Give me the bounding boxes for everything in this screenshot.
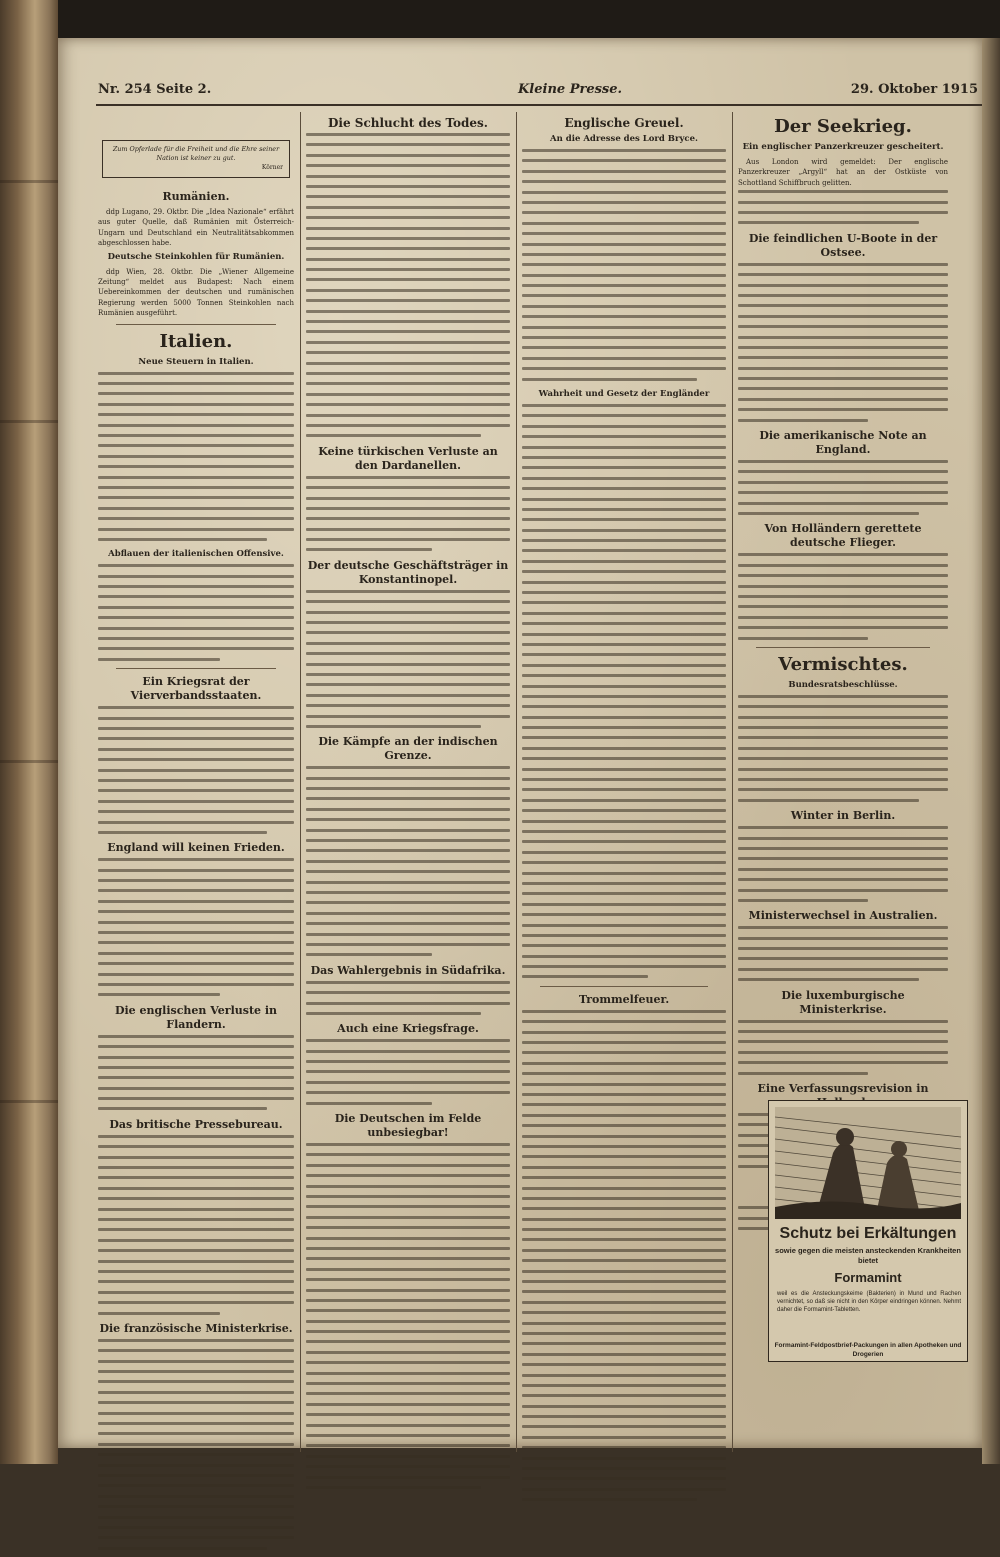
article-body (738, 263, 948, 422)
ad-illustration (775, 1107, 961, 1219)
article-body (306, 590, 510, 728)
article-body (306, 133, 510, 437)
column-2 (306, 110, 510, 1496)
article-body (738, 190, 948, 224)
article-body (98, 706, 294, 834)
masthead (98, 82, 978, 102)
newspaper-page (58, 38, 982, 1448)
divider (540, 986, 708, 987)
subheading: Deutsche Steinkohlen für Rumänien. (107, 251, 285, 262)
subheading: An die Adresse des Lord Bryce. (550, 134, 698, 144)
heading-ministerkrise: Die französische Ministerkrise. (99, 1321, 293, 1335)
article-body (522, 1010, 726, 1501)
subheading: Ein englischer Panzerkreuzer gescheitert. (742, 142, 944, 152)
heading-kriegsfrage: Auch eine Kriegsfrage. (337, 1022, 479, 1036)
article-body (98, 372, 294, 541)
article-body (306, 1039, 510, 1104)
heading-schlucht: Die Schlucht des Todes. (328, 116, 488, 130)
heading-winter: Winter in Berlin. (790, 809, 896, 823)
column-4 (738, 110, 948, 1238)
advertisement-formamint (768, 1100, 968, 1362)
article-body (738, 926, 948, 981)
column-rule (732, 112, 733, 1452)
column-rule (300, 112, 301, 1452)
heading-seekrieg: Der Seekrieg. (774, 116, 912, 137)
article-body (738, 460, 948, 515)
article-body (306, 766, 510, 956)
heading-kriegsrat: Ein Kriegsrat der Vierverbandsstaaten. (130, 675, 262, 703)
article-body (98, 1339, 294, 1550)
article-body (98, 858, 294, 996)
heading-presse: Das britische Pressebureau. (109, 1117, 283, 1131)
quote-box (102, 140, 290, 178)
heading-geschaeftstraeger: Der deutsche Geschäftsträger in Konstantinopel. (307, 558, 509, 586)
divider (756, 647, 930, 648)
heading-flieger: Von Holländern gerettete deutsche Flieger. (764, 522, 922, 550)
ad-body: weil es die Ansteckungskeime (Bakterien) in Mund und Rachen vernichtet, so daß sie nicht in den Körper eindringen können. Nehmt daher die Formamint-Tabletten. (777, 1291, 961, 1313)
paragraph: Aus London wird gemeldet: Der englische Panzerkreuzer „Argyll“ hat an der Ostküste von Schottland Schiffbruch gelitten. (738, 158, 948, 187)
heading-greuel: Englische Greuel. (564, 116, 684, 130)
article-body (98, 564, 294, 661)
quote-text: Zum Opferlade für die Freiheit und die Ehre seiner Nation ist keiner zu gut. (112, 145, 280, 162)
subheading: Bundesratsbeschlüsse. (788, 679, 898, 690)
ad-footer: Formamint-Feldpostbrief-Packungen in allen Apotheken und Drogerien (774, 1342, 962, 1358)
heading-uboote: Die feindlichen U-Boote in der Ostsee. (748, 231, 938, 259)
article-body (522, 404, 726, 978)
issue-number: Nr. 254 Seite 2. (98, 82, 212, 97)
heading-italien: Italien. (159, 330, 233, 352)
heading-indien: Die Kämpfe an der indischen Grenze. (318, 735, 498, 763)
divider (116, 668, 276, 669)
subheading: Wahrheit und Gesetz der Engländer (538, 388, 710, 399)
article-body (738, 1020, 948, 1075)
subheading: Neue Steuern in Italien. (138, 356, 254, 367)
article-body (522, 149, 726, 381)
ad-subtitle: sowie gegen die meisten ansteckenden Krankheiten bietet (775, 1246, 961, 1265)
scan-right-edge (982, 38, 1000, 1464)
heading-vermischtes: Vermischtes. (778, 653, 908, 675)
heading-rumanien: Rumänien. (162, 190, 230, 203)
article-body (98, 1035, 294, 1111)
scan-top-edge (58, 0, 1000, 38)
heading-turk: Keine türkischen Verluste an den Dardanellen. (318, 444, 498, 472)
paper-name: Kleine Presse. (518, 82, 623, 97)
heading-verluste: Die englischen Verluste in Flandern. (114, 1003, 278, 1031)
issue-date: 29. Oktober 1915 (850, 82, 978, 97)
article-body (738, 553, 948, 639)
subheading: Abflauen der italienischen Offensive. (108, 549, 284, 560)
heading-england: England will keinen Frieden. (107, 841, 285, 855)
divider (116, 324, 276, 325)
ad-title: Schutz bei Erkältungen (779, 1225, 957, 1242)
article-body (306, 981, 510, 1015)
article-body (98, 1135, 294, 1315)
heading-unbesiegbar: Die Deutschen im Felde unbesiegbar! (334, 1112, 482, 1140)
article-body (306, 476, 510, 552)
column-1 (98, 184, 294, 1557)
heading-note: Die amerikanische Note an England. (759, 429, 927, 457)
heading-australien: Ministerwechsel in Australien. (748, 909, 938, 923)
ad-product: Formamint (834, 1270, 902, 1285)
heading-luxemburg: Die luxemburgische Ministerkrise. (781, 988, 905, 1016)
column-rule (516, 112, 517, 1452)
heading-trommelfeuer: Trommelfeuer. (578, 992, 670, 1006)
masthead-rule (96, 104, 982, 106)
quote-author: Körner (261, 164, 283, 171)
paragraph: ddp Wien, 28. Oktbr. Die „Wiener Allgemeine Zeitung“ meldet aus Budapest: Nach einem Uebereinkommen der deutschen und rumänischen Regierung werden 5000 Tonnen Steinkohlen nach Rumänien ausgeführt. (98, 267, 294, 318)
column-3 (522, 110, 726, 1509)
heading-holland: Eine Verfassungsrevision in (757, 1082, 929, 1095)
paragraph: ddp Lugano, 29. Oktbr. Die „Idea Nazionale“ erfährt aus guter Quelle, daß Rumänien mit Österreich-Ungarn und Deutschland ein Neutralitätsabkommen abgeschlossen habe. (98, 208, 294, 248)
article-body (738, 695, 948, 802)
book-binding (0, 0, 58, 1464)
article-body (738, 826, 948, 902)
heading-wahl: Das Wahlergebnis in Südafrika. (310, 963, 506, 977)
article-body (306, 1143, 510, 1489)
